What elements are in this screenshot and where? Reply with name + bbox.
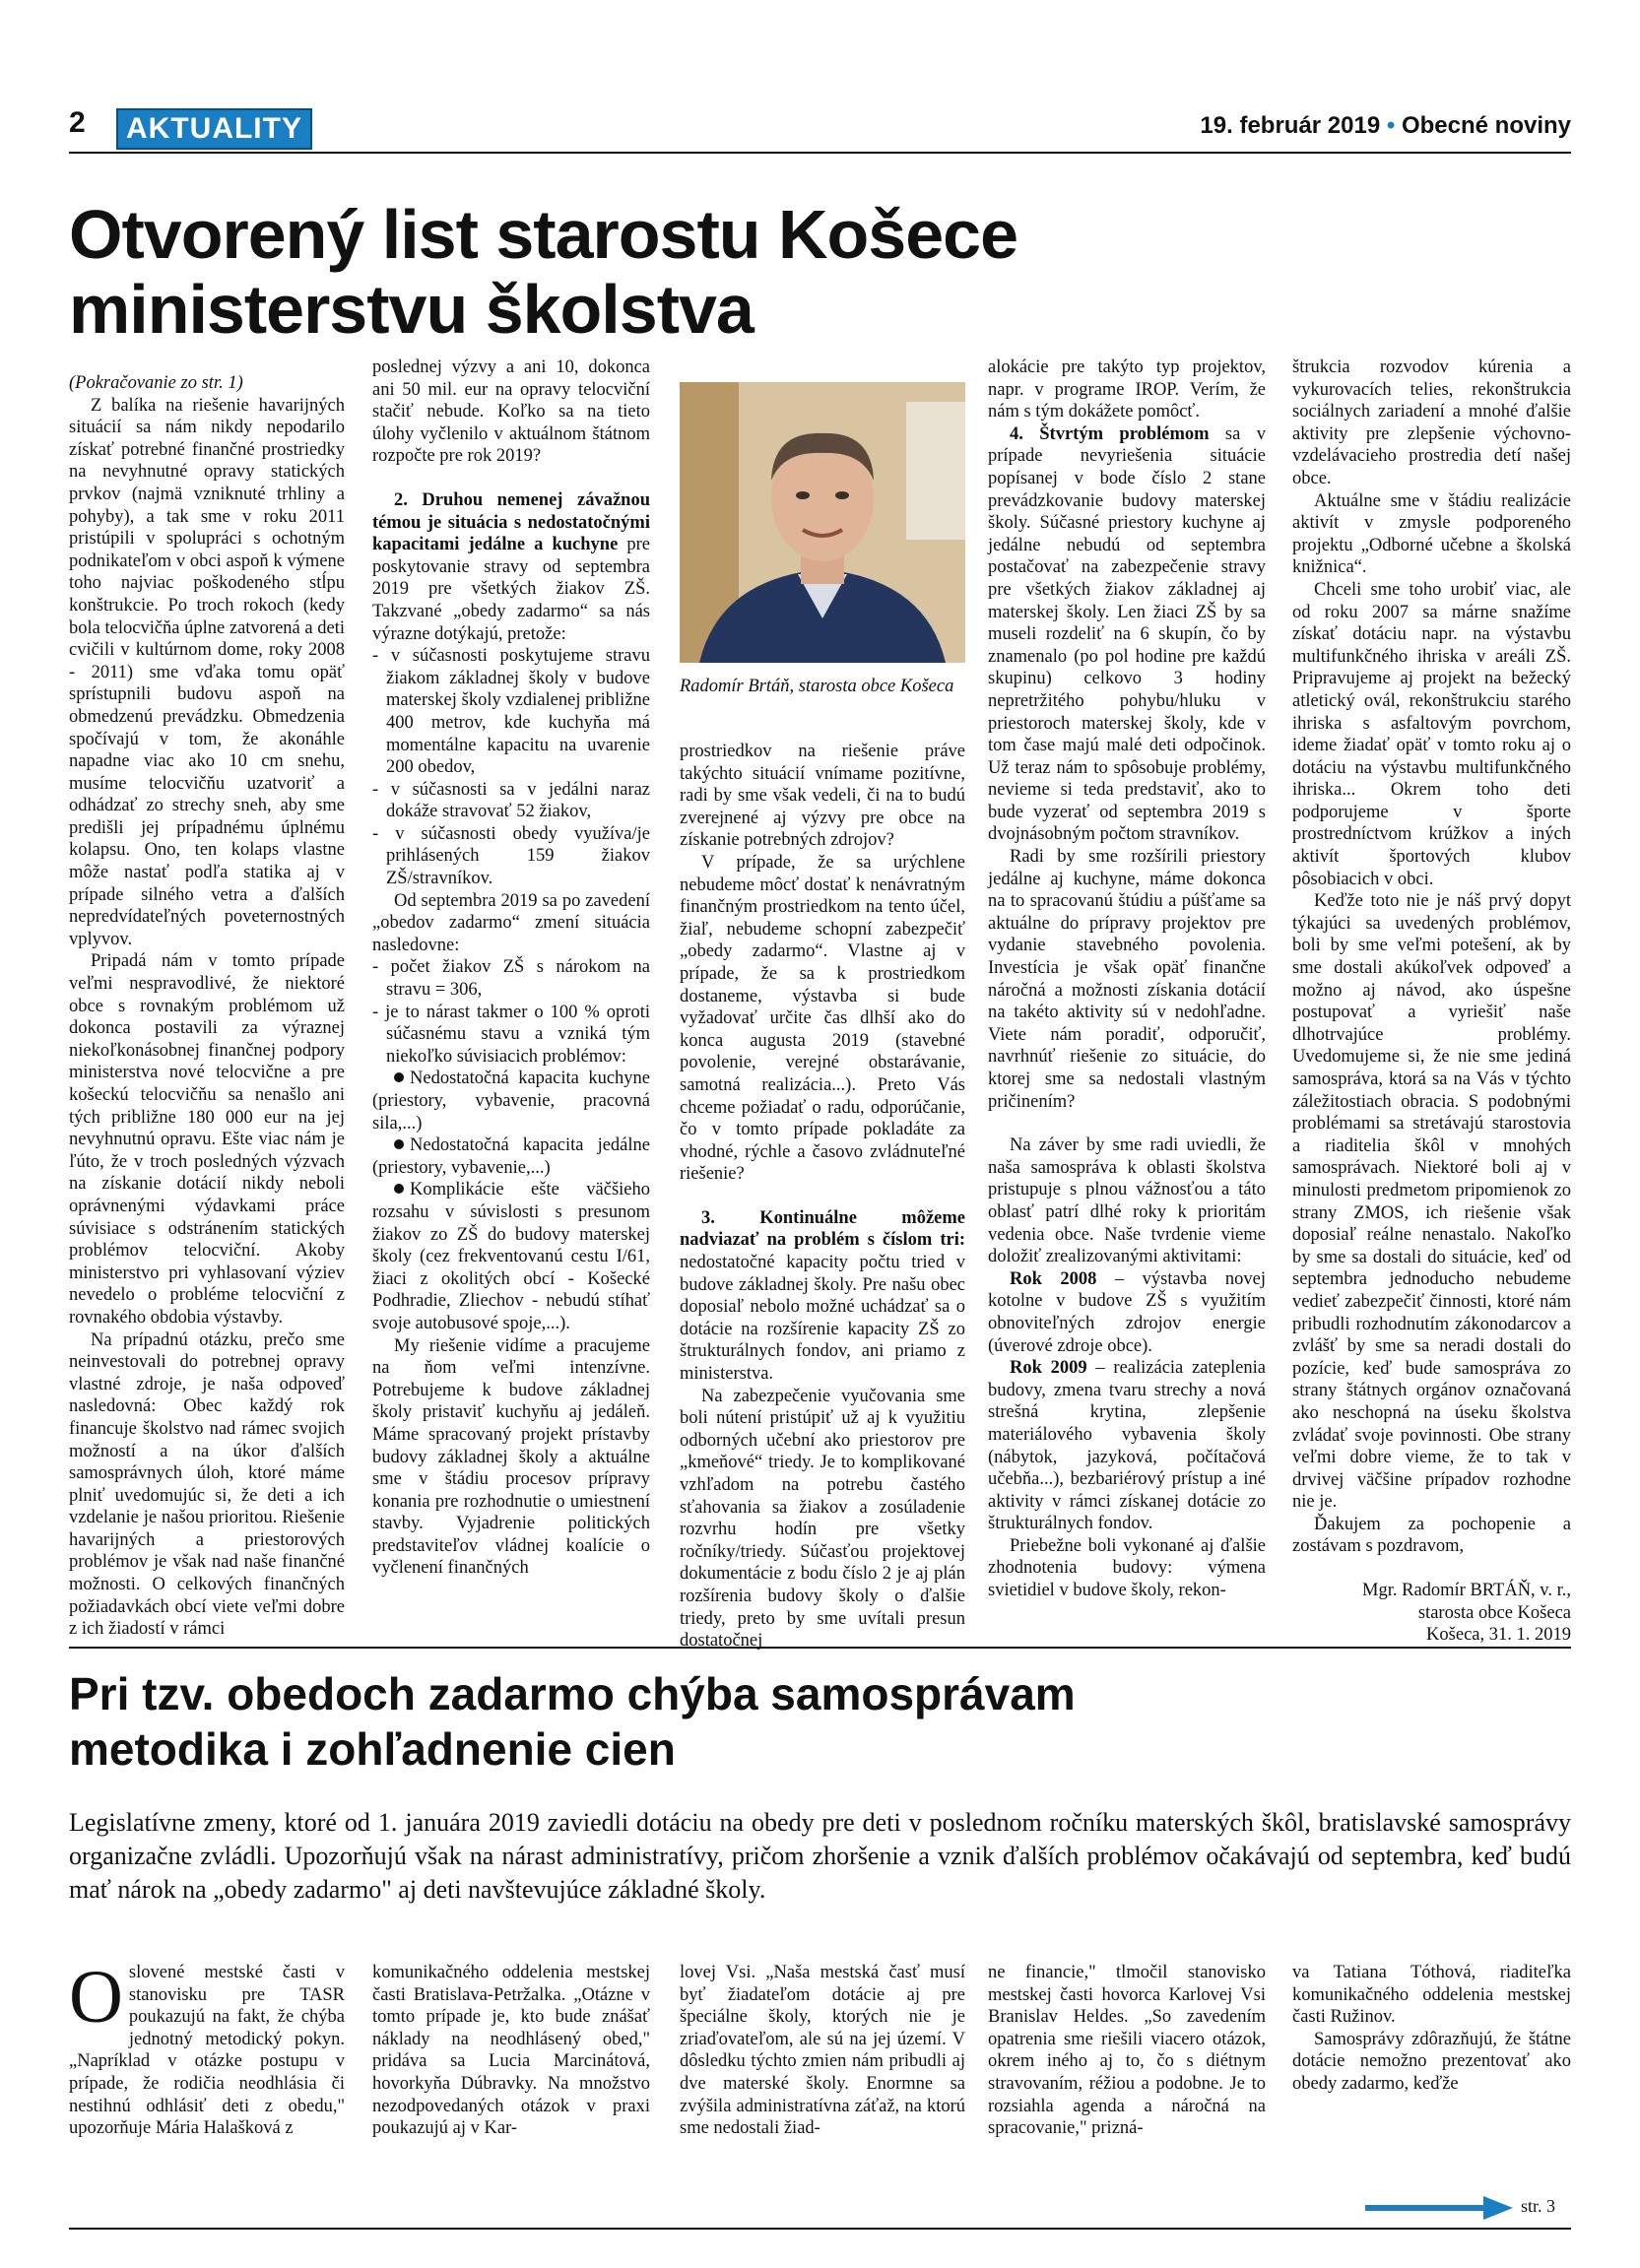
headline2-line1: Pri tzv. obedoch zadarmo chýba samosprávam — [69, 1668, 1076, 1719]
article1-column-2 — [372, 356, 650, 1580]
paragraph: Chceli sme toho urobiť viac, ale od roku 2007 sa márne snažíme získať dotáciu napr. na výstavbu multifunkčného ihriska v areáli ZŠ. Pripravujeme aj projekt na bežecký atletický ovál, rekonštrukciu starého ihriska s asfaltovým povrchom, ideme žiadať opäť v tomto roku aj o dotáciu na výstavbu multifunkčného ihriska... Okrem toho deti podporujeme v športe prostredníctvom krúžkov a iných aktivít športových klubov pôsobiacich v obci. — [1292, 579, 1571, 889]
paragraph: Priebežne boli vykonané aj ďalšie zhodnotenia budovy: výmena svietidiel v budove školy, rekon- — [988, 1535, 1266, 1601]
paragraph — [988, 423, 1266, 846]
article2-headline — [69, 1666, 1571, 1777]
paragraph: prostriedkov na riešenie práve takýchto situácií vnímame pozitívne, radi by sme však vedeli, či na to budú zverejnené aj výzvy pre obce na získanie potrebných zdrojov? — [680, 742, 965, 851]
article1-column-5 — [1292, 356, 1571, 1647]
paragraph-spacer — [680, 1186, 965, 1207]
paragraph — [988, 1268, 1266, 1357]
footer-rule — [69, 2228, 1571, 2230]
list-item: - v súčasnosti sa v jedálni naraz dokáže stravovať 52 žiakov, — [372, 779, 650, 822]
signature-line: Košeca, 31. 1. 2019 — [1426, 1625, 1571, 1646]
article2-col4-text: ne financie," tlmočil stanovisko mestskej časti hovorca Karlovej Vsi Branislav Heldes. „So zavedením opatrenia sme riešili viacero otázok, okrem iného aj to, čo s diétnym stravovaním, réžiou a podobne. Je to rozsiahla agenda a náročná na spracovanie," prizná- — [988, 1963, 1266, 2139]
arrow-right-icon — [1365, 2196, 1513, 2220]
article-separator-rule — [69, 1647, 1571, 1649]
paragraph: Na záver by sme radi uviedli, že naša samospráva k oblasti školstva pristupuje s plnou vážnosťou a táto oblasť patrí dlhé roky k prioritám vedenia obce. Naše tvrdenie vieme doložiť zrealizovanými aktivitami: — [988, 1135, 1266, 1267]
paragraph: Od septembra 2019 sa po zavedení „obedov zadarmo“ zmení situácia nasledovne: — [372, 890, 650, 955]
article1-column-3 — [680, 741, 965, 1652]
article2-col5-p2: Samosprávy zdôrazňujú, že štátne dotácie nemožno prezentovať ako obedy zadarmo, keďže — [1292, 2029, 1571, 2094]
paragraph: Na zabezpečenie vyučovania sme boli nútení pristúpiť už aj k využitiu odborných učební ako priestorov pre „kmeňové“ triedy. Je to komplikované vzhľadom na potrebu častého sťahovania sa žiakov a zosúladenie rozvrhu hodín pre všetky ročníky/triedy. Súčasťou projektovej dokumentácie z bodu číslo 2 je aj plán rozšírenia budovy školy o ďalšie triedy, preto by sme uvítali presun dostatočnej — [680, 1386, 965, 1652]
list-item: - je to nárast takmer o 100 % oproti súčasnému stavu a vzniká tým niekoľko súvisiacich problémov: — [372, 1002, 650, 1067]
bullet-icon — [394, 1139, 404, 1149]
page-number: 2 — [69, 106, 86, 139]
bullet-text: Nedostatočná kapacita jedálne (priestory, vybavenie,...) — [372, 1135, 650, 1178]
header-rule — [69, 152, 1571, 154]
paragraph-rest: – výstavba novej kotolne v budove ZŠ s využitím obnoviteľných zdrojov energie (úverové zdroje obce). — [988, 1268, 1266, 1356]
section-label: AKTUALITY — [116, 108, 312, 150]
paragraph-rest: nedostatočné kapacity počtu tried v budove základnej školy. Pre našu obec doposiaľ nebolo možné uchádzať sa o dotácie na rozšírenie kapacity ZŠ zo štrukturálnych fondov, ani priamo z ministerstva. — [680, 1253, 965, 1385]
paragraph: Radi by sme rozšírili priestory jedálne aj kuchyne, máme dokonca na to spracovanú štúdiu a púšťame sa aktuálne do prípravy projektov pre vydanie stavebného povolenia. Investícia je však opäť finančne náročná a možnosti získania dotácií na takéto aktivity sú v nedohľadne. Viete nám poradiť, odporučiť, navrhnúť riešenie zo situácie, do ktorej sme sa nedostali vlastným pričinením? — [988, 847, 1266, 1112]
paragraph: Z balíka na riešenie havarijných situácií sa nám nikdy nepodarilo získať potrebné finančné prostriedky na nevyhnutné opravy statických prvkov (najmä vzniknuté trhliny a pohyby), a tak sme v roku 2011 pristúpili v spolupráci s ochotným podnikateľom v obci aspoň k výmene toho najviac poškodeného stĺpu konštrukcie. Po troch rokoch (kedy bola telocvičňa úplne zatvorená a deti cvičili v kultúrnom dome, roky 2008 - 2011) sme vďaka tomu opäť sprístupnili budovu aspoň na obmedzenú prevádzku. Obmedzenia spočívajú v tom, že akonáhle napadne viac ako 10 cm snehu, musíme telocvičňu uzatvoriť a odhádzať zo strechy sneh, aby sme predišli jej prípadnému úplnému kolapsu. Ono, ten kolaps vlastne môže nastať podľa statika aj v prípade silného vetra a ďalších nepredvídateľných poveternostných vplyvov. — [69, 395, 345, 949]
bullet-icon — [394, 1072, 404, 1082]
list-item: - v súčasnosti poskytujeme stravu žiakom základnej školy v budove materskej školy vzdialenej približne 400 metrov, kde kuchyňa má momentálne kapacitu na uvarenie 200 obedov, — [372, 646, 650, 778]
article1-column-1 — [69, 372, 345, 1641]
paragraph: Keďže toto nie je náš prvý dopyt týkajúci sa uvedených problémov, boli by sme veľmi potešení, ak by sme dostali akúkoľvek odpoveď a možno aj návod, ako úspešne postupovať a vyriešiť naše dlhotrvajúce problémy. Uvedomujeme si, že nie sme jediná samospráva, ktorá sa na Vás v týchto záležitostiach obracia. S podobnými problémami sa stretávajú starostovia a riaditelia škôl v mnohých samosprávach. Niektoré boli aj v minulosti predmetom pripomienok zo strany ZMOS, ich riešenie však doposiaľ reálne nenastalo. Nakoľko by sme sa dostali do situácie, keď od septembra jednoducho nebudeme vedieť zabezpečiť činnosti, ktoré nám pribudli rozhodnutím zákonodarcov a zvlášť by sme sa neradi dostali do pozície, keď bude samospráva zo strany štátnych orgánov označovaná ako neschopná na úseku školstva zvládať svoje povinnosti. Obe strany veľmi dobre vieme, že to tak v drvivej väčšine prípadov rozhodne nie je. — [1292, 891, 1571, 1513]
bullet-item — [372, 1179, 650, 1334]
paragraph: alokácie pre takýto typ projektov, napr. v programe IROP. Verím, že nám s tým dokážete pomôcť. — [988, 357, 1266, 422]
article2-col5-p1: va Tatiana Tóthová, riaditeľka komunikačného oddelenia mestskej časti Ružinov. — [1292, 1963, 1571, 2028]
paragraph: My riešenie vidíme a pracujeme na ňom veľmi intenzívne. Potrebujeme k budove základnej školy pristaviť kuchyňu aj jedáleň. Máme spracovaný projekt prístavby budovy základnej školy a aktuálne sme v štádiu procesov prípravy konania pre rozhodnutie o umiestnení stavby. Vyjadrenie politických predstaviteľov vládnej koalície o vyčlenení finančných — [372, 1335, 650, 1579]
paragraph: poslednej výzvy a ani 10, dokonca ani 50 mil. eur na opravy telocviční stačiť nebude. Koľko sa na tieto úlohy vyčlenilo v aktuálnom štátnom rozpočte pre rok 2019? — [372, 357, 650, 467]
article2-column-2 — [372, 1962, 650, 2140]
publication-name: Obecné noviny — [1401, 112, 1571, 139]
article2-lead: Legislatívne zmeny, ktoré od 1. januára 2019 zaviedli dotáciu na obedy pre deti v poslednom ročníku materských škôl, bratislavské samosprávy organizačne zvládli. Upozorňujú však na nárast administratívy, pričom zhoršenie a vznik ďalších problémov očakávajú od septembra, keď budú mať nárok na „obedy zadarmo" aj deti navštevujúce základné školy. — [69, 1808, 1571, 1904]
mayor-photo — [680, 382, 965, 663]
portrait-illustration — [680, 382, 965, 663]
bullet-text: Nedostatočná kapacita kuchyne (priestory, vybavenie, pracovná sila,...) — [372, 1069, 650, 1134]
article2-column-4 — [988, 1962, 1266, 2140]
bullet-text: Komplikácie ešte väčšieho rozsahu v súvislosti s presunom žiakov zo ZŠ do budovy materskej školy (cez frekventovanú cestu I/61, žiaci z okolitých obcí - Košecké Podhradie, Zliechov - nebudú stíhať svoje autobusové spoje,...). — [372, 1180, 650, 1333]
bold-lead: Rok 2009 — [1010, 1358, 1087, 1379]
article2-col3-text: lovej Vsi. „Naša mestská časť musí byť žiadateľom dotácie aj pre špeciálne školy, ktorých nie je zriaďovateľom, ale sú na jej území. V dôsledku týchto zmien nám pribudli aj dve materské školy. Enormne sa zvýšila administratívna záťaž, na ktorú sme nedostali žiad- — [680, 1963, 965, 2139]
paragraph — [680, 1207, 965, 1386]
bullet-icon — [394, 1184, 404, 1194]
article2-column-3 — [680, 1962, 965, 2140]
bullet-item — [372, 1134, 650, 1179]
paragraph: Pripadá nám v tomto prípade veľmi nespravodlivé, že niektoré obce s rovnakým problémom už dokonca postavili za výraznej niekoľkonásobnej finančnej podpory ministerstva nové telocvične a pre košeckú telocvičňu sa nenašlo ani tých približne 180 000 eur na jej nevyhnutnú opravu. Ešte viac nám je ľúto, že v troch posledných výzvach na získanie dotácií nikdy neboli oprávnenými výdavkami práce súvisiace s odstránením statických problémov telocviční. Akoby ministerstvo pri vyhlasovaní výziev nevedelo o probléme telocviční z rovnakého obdobia výstavby. — [69, 951, 345, 1328]
photo-caption: Radomír Brtáň, starosta obce Košeca — [680, 677, 954, 696]
bold-lead: Rok 2008 — [1010, 1268, 1097, 1289]
article2-column-1 — [69, 1956, 345, 2140]
paragraph-spacer — [988, 1113, 1266, 1134]
list-item: - počet žiakov ZŠ s nárokom na stravu = 306, — [372, 957, 650, 1001]
article1-column-4 — [988, 356, 1266, 1602]
paragraph-spacer — [1292, 1558, 1571, 1580]
dropcap: O — [69, 1956, 123, 2039]
headline-line1: Otvorený list starostu Košece — [69, 196, 1017, 273]
paragraph: štrukcia rozvodov kúrenia a vykurovacích telies, rekonštrukcia sociálnych zariadení a mnohé ďalšie aktivity pre zlepšenie výchovno-vzdelávacieho prostredia detí našej obce. — [1292, 357, 1571, 488]
headline2-line2: metodika i zohľadnenie cien — [69, 1723, 676, 1775]
signature-line: starosta obce Košeca — [1417, 1602, 1571, 1623]
bullet-item — [372, 1068, 650, 1134]
paragraph: V prípade, že sa urýchlene nebudeme môcť dostať k nenávratným finančným prostriedkom na tento účel, žiaľ, nebudeme schopní zabezpečiť „obedy zadarmo“. Vlastne aj v prípade, že sa k prostriedkom dostaneme, výstavba si bude vyžadovať určite čas dlhší ako do konca augusta 2019 (stavebné povolenie, verejné obstarávanie, samotná realizácia...). Preto Vás chceme požiadať o radu, odporúčanie, čo v tomto prípade pokladáte za vhodné, rýchle a časovo zvládnuteľné riešenie? — [680, 852, 965, 1185]
list-item: - v súčasnosti obedy využíva/je prihlásených 159 žiakov ZŠ/stravníkov. — [372, 823, 650, 889]
bold-lead: 2. Druhou nemenej závažnou témou je situácia s nedostatočnými kapacitami jedálne a kuchyne — [372, 489, 650, 555]
issue-date: 19. február 2019 — [1200, 112, 1381, 139]
paragraph-spacer — [372, 468, 650, 489]
article2-col2-text: komunikačného oddelenia mestskej časti Bratislava-Petržalka. „Otázne v tomto prípade je, kto bude znášať náklady na neodhlásený obed," pridáva sa Lucia Marcinátová, hovorkyňa Dúbravky. Na množstvo nezodpovedaných otázok v praxi poukazujú aj v Kar- — [372, 1963, 650, 2139]
paragraph — [372, 489, 650, 645]
article2-column-5 — [1292, 1962, 1571, 2096]
paragraph-rest: sa v prípade nevyriešenia situácie popísanej v bode číslo 2 stane prevádzkovanie budovy materskej školy. Súčasné priestory kuchyne aj jedálne nebudú od septembra postačovať na zabezpečenie stravy pre všetkých žiakov základnej aj materskej školy. Len žiaci ZŠ by sa museli rozdeliť na 6 skupín, čo by znamenalo (po pol hodine pre každú skupinu) celkovo 3 hodiny nepretržitého pohybu/hluku v priestoroch materskej školy, kde v tom čase majú malé deti odpočinok. Už teraz nám to spôsobuje problémy, nevieme si teda predstaviť, ako to bude vyzerať od septembra 2019 s dvojnásobným počtom stravníkov. — [988, 423, 1266, 845]
page-header — [69, 106, 1571, 150]
paragraph-rest: pre poskytovanie stravy od septembra 2019 pre všetkých žiakov ZŠ. Takzvané „obedy zadarmo“ sa nás výrazne dotýkajú, pretože: — [372, 535, 650, 644]
bold-lead: 4. Štvrtým problémom — [1010, 423, 1210, 444]
paragraph: Aktuálne sme v štádiu realizácie aktivít v zmysle podporeného projektu „Odborné učebne a školská knižnica“. — [1292, 490, 1571, 578]
article1-headline — [69, 197, 1571, 347]
paragraph: Ďakujem za pochopenie a zostávam s pozdravom, — [1292, 1514, 1571, 1557]
continuation-note: (Pokračovanie zo str. 1) — [69, 373, 243, 393]
continue-to-page[interactable] — [1365, 2196, 1562, 2220]
separator-bullet: • — [1386, 112, 1396, 139]
paragraph-rest: – realizácia zateplenia budovy, zmena tvaru strechy a nová strešná krytina, zlepšenie materiálového vybavenia školy (nábytok, jazyková, počítačová učebňa...), bezbariérový prístup a iné aktivity v rámci získanej dotácie zo štrukturálnych fondov. — [988, 1358, 1266, 1534]
bold-lead: 3. Kontinuálne môžeme nadviazať na problém s číslom tri: — [680, 1207, 965, 1251]
paragraph: Na prípadnú otázku, prečo sme neinvestovali do potrebnej opravy vlastné zdroje, je naša odpoveď nasledovná: Obec každý rok financuje školstvo nad rámec svojich možností a na úkor ďalších samosprávnych úloh, ktoré máme plniť uvedomujúc si, že deti a ich vzdelanie je našou prioritou. Riešenie havarijných a priestorových problémov je však nad naše finančné možnosti. O celkových finančných požiadavkách obcí viete veľmi dobre z ich žiadostí v rámci — [69, 1329, 345, 1640]
paragraph — [988, 1357, 1266, 1535]
continue-label: str. 3 — [1521, 2196, 1556, 2216]
article2-col1-text: slovené mestské časti v stanovisku pre TASR poukazujú na fakt, že chýba jednotný metodický pokyn. „Napríklad v otázke postupu v prípade, že rodičia neodhlásia či nestihnú odhlásiť deti z obedu," upozorňuje Mária Halašková z — [69, 1963, 345, 2139]
signature-line: Mgr. Radomír BRTÁŇ, v. r., — [1362, 1581, 1571, 1601]
headline-line2: ministerstvu školstva — [69, 271, 754, 348]
issue-info — [1200, 112, 1571, 140]
